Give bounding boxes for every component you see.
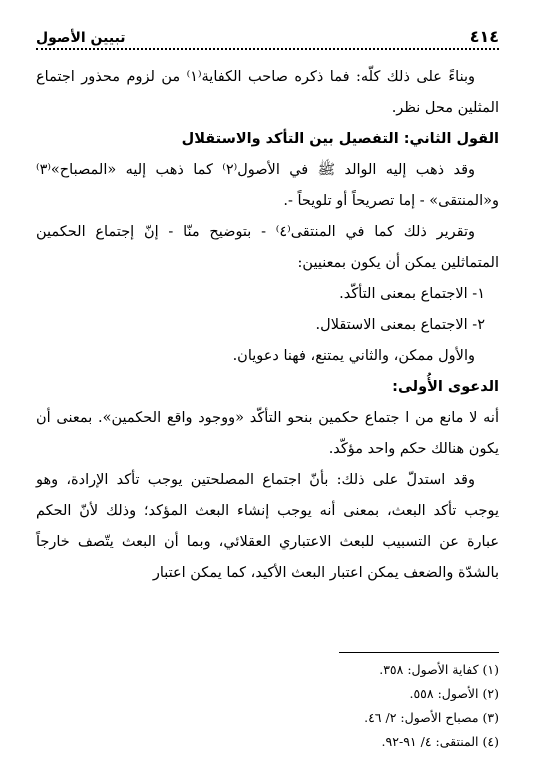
paragraph: وقد ذهب إليه الوالد ﷺ في الأصول⁽٢⁾ كما ذهب إليه «المصباح»⁽٣⁾ و«المنتقى» - إما تصريحاً أو تلويحاً -.	[36, 162, 499, 209]
book-page	[36, 18, 499, 767]
footnote: (١) كفاية الأصول: ٣٥٨.	[379, 662, 499, 677]
subsection-heading: الدعوى الأُولى:	[392, 379, 499, 395]
page-header	[36, 18, 499, 50]
section-heading: القول الثاني: التفصيل بين التأكد والاستقلال	[181, 131, 499, 147]
paragraph: أنه لا مانع من ا جتماع حكمين بنحو التأكّد «ووجود واقع الحكمين». بمعنى أن يكون هنالك حكم واحد مؤكّد.	[36, 410, 499, 457]
paragraph: وقد استدلّ على ذلك: بأنّ اجتماع المصلحتين يوجب تأكد الإرادة، وهو يوجب تأكد البعث، بمعنى أنه يوجب إنشاء البعث المؤكد؛ وذلك لأنّ الحكم عبارة عن التسبيب للبعث الاعتباري العقلائي، وبما أن البعث يتّصف خارجاً بالشدّة والضعف يمكن اعتبار البعث الأكيد، كما يمكن اعتبار	[36, 472, 499, 581]
main-text	[36, 62, 499, 589]
footnotes	[36, 658, 499, 754]
list-item: ٢- الاجتماع بمعنى الاستقلال.	[315, 317, 485, 333]
footnote-divider	[339, 652, 499, 653]
footnote: (٣) مصباح الأصول: ٢/ ٤٦.	[364, 710, 499, 725]
footnote: (٢) الأصول: ٥٥٨.	[409, 686, 499, 701]
footnote: (٤) المنتقى: ٤/ ٩١-٩٢.	[381, 734, 499, 749]
list-item: ١- الاجتماع بمعنى التأكّد.	[339, 286, 485, 302]
paragraph: وتقرير ذلك كما في المنتقى⁽٤⁾ - بتوضيح منّا - إنّ إجتماع الحكمين المتماثلين يمكن أن يكون بمعنيين:	[36, 224, 499, 271]
paragraph: والأول ممكن، والثاني يمتنع، فهنا دعويان.	[232, 348, 475, 364]
paragraph: وبناءً على ذلك كلّه: فما ذكره صاحب الكفاية⁽١⁾ من لزوم محذور اجتماع المثلين محل نظر.	[36, 69, 499, 116]
running-title: تبيين الأصول	[36, 30, 126, 46]
page-number: ٤١٤	[469, 27, 499, 46]
